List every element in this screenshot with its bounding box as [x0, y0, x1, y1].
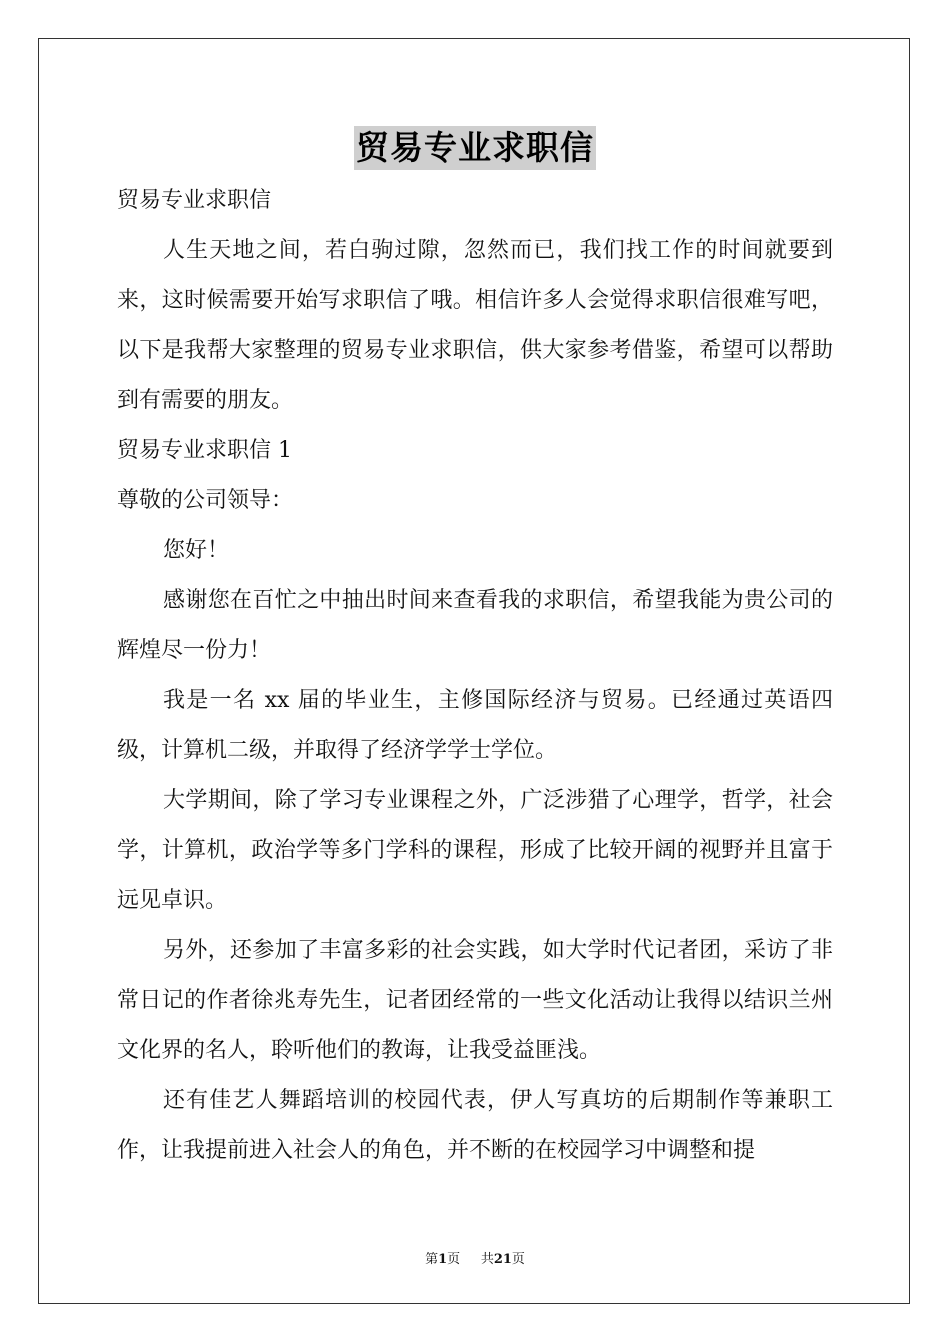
- total-unit: 页: [511, 1252, 525, 1267]
- page-current: 1: [438, 1252, 448, 1267]
- paragraph: 贸易专业求职信 1: [117, 438, 292, 463]
- paragraph: 大学期间，除了学习专业课程之外，广泛涉猎了心理学，哲学，社会学，计算机，政治学等多门学科的课程，形成了比较开阔的视野并且富于远见卓识。: [117, 788, 833, 913]
- page-footer: [0, 1248, 950, 1267]
- paragraph: 尊敬的公司领导：: [117, 488, 294, 513]
- document-body: [117, 176, 833, 1176]
- total-count: 21: [493, 1252, 512, 1267]
- paragraph: 另外，还参加了丰富多彩的社会实践，如大学时代记者团，采访了非常日记的作者徐兆寿先生，记者团经常的一些文化活动让我得以结识兰州文化界的名人，聆听他们的教诲，让我受益匪浅。: [117, 938, 833, 1063]
- title-area: [0, 126, 950, 170]
- document-title: 贸易专业求职信: [354, 126, 596, 170]
- paragraph: 感谢您在百忙之中抽出时间来查看我的求职信，希望我能为贵公司的辉煌尽一份力！: [117, 588, 833, 663]
- paragraph: 您好！: [163, 538, 230, 563]
- total-prefix: 共: [480, 1252, 494, 1267]
- page-unit: 页: [447, 1252, 461, 1267]
- paragraph: 我是一名 xx 届的毕业生，主修国际经济与贸易。已经通过英语四级，计算机二级，并取得了经济学学士学位。: [117, 688, 833, 763]
- paragraph: 还有佳艺人舞蹈培训的校园代表，伊人写真坊的后期制作等兼职工作，让我提前进入社会人的角色，并不断的在校园学习中调整和提: [117, 1088, 833, 1163]
- page-number: [425, 1252, 460, 1267]
- paragraph: 贸易专业求职信: [117, 188, 272, 213]
- page-prefix: 第: [425, 1252, 439, 1267]
- page-total: [481, 1252, 525, 1267]
- paragraph: 人生天地之间，若白驹过隙，忽然而已，我们找工作的时间就要到来，这时候需要开始写求职信了哦。相信许多人会觉得求职信很难写吧，以下是我帮大家整理的贸易专业求职信，供大家参考借鉴，希望可以帮助到有需要的朋友。: [117, 238, 833, 413]
